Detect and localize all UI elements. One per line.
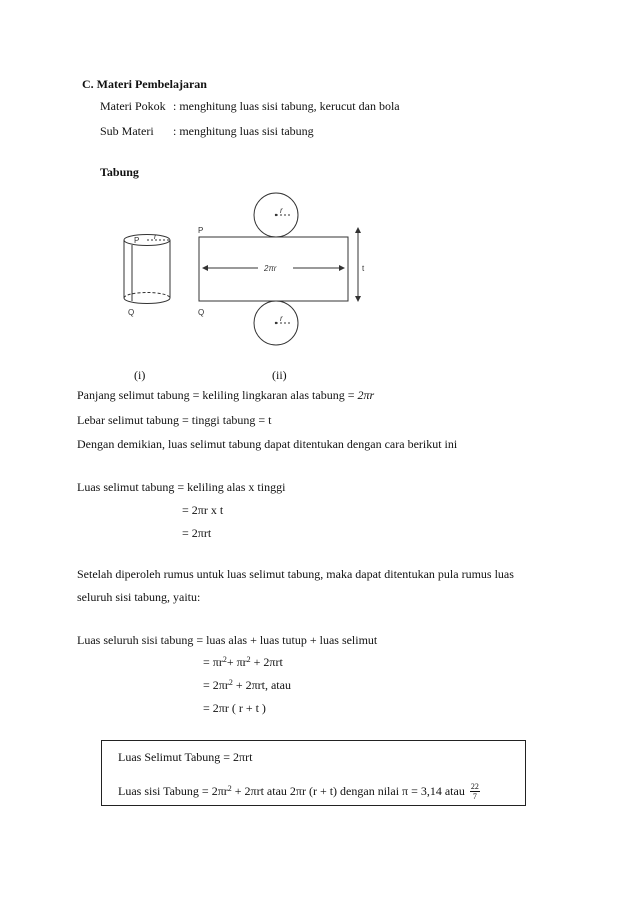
luas-seluruh-line-3	[203, 678, 291, 692]
caption-i: (i)	[134, 368, 146, 382]
height-arrowhead-top	[355, 227, 361, 233]
sup-2: 2	[227, 784, 232, 793]
lt3-a: = 2πr	[203, 678, 229, 692]
summary-line-2	[118, 782, 480, 801]
label-p-cylinder: P	[134, 236, 140, 245]
paragraph-line-1: Setelah diperoleh rumus untuk luas selimut tabung, maka dapat ditentukan pula rumus luas	[77, 567, 514, 581]
topic-title: Tabung	[100, 165, 139, 179]
lt3-b: + 2πrt, atau	[232, 678, 291, 692]
lt2-c: + 2πrt	[250, 655, 283, 669]
width-arrowhead-left	[202, 265, 208, 271]
sup-2: 2	[222, 655, 227, 664]
lebar-selimut-line: Lebar selimut tabung = tinggi tabung = t	[77, 413, 272, 427]
label-p-net: P	[198, 226, 204, 235]
sub-materi-value: : menghitung luas sisi tabung	[173, 124, 314, 138]
sup-2: 2	[246, 655, 251, 664]
height-arrowhead-bottom	[355, 296, 361, 302]
materi-pokok-value: : menghitung luas sisi tabung, kerucut dan bola	[173, 99, 400, 113]
fraction-22-7	[470, 782, 480, 801]
label-q-cylinder: Q	[128, 308, 135, 317]
luas-selimut-line-2: = 2πr x t	[182, 503, 224, 517]
luas-selimut-line-1: Luas selimut tabung = keliling alas x tinggi	[77, 480, 286, 494]
lt2-b: + πr	[226, 655, 247, 669]
section-heading: C. Materi Pembelajaran	[82, 77, 207, 91]
summary-line-1: Luas Selimut Tabung = 2πrt	[118, 750, 253, 764]
width-arrowhead-right	[339, 265, 345, 271]
materi-pokok-label: Materi Pokok	[100, 99, 166, 113]
label-r-bottom: r	[280, 314, 283, 323]
luas-seluruh-line-4: = 2πr ( r + t )	[203, 701, 266, 715]
panjang-selimut-formula: 2πr	[357, 388, 375, 402]
panjang-selimut-text: Panjang selimut tabung = keliling lingkaran alas tabung =	[77, 388, 358, 402]
lt2-a: = πr	[203, 655, 223, 669]
fraction-numerator: 22	[470, 782, 479, 791]
sup-2: 2	[228, 678, 233, 687]
luas-seluruh-line-1: Luas seluruh sisi tabung = luas alas + luas tutup + luas selimut	[77, 633, 378, 647]
label-q-net: Q	[198, 308, 205, 317]
caption-ii: (ii)	[272, 368, 287, 382]
cylinder-bottom-front	[124, 298, 170, 304]
dengan-demikian-line: Dengan demikian, luas selimut tabung dapat ditentukan dengan cara berikut ini	[77, 437, 458, 451]
luas-seluruh-line-2	[203, 655, 283, 669]
label-r-cylinder: r	[154, 232, 157, 241]
paragraph-line-2: seluruh sisi tabung, yaitu:	[77, 590, 201, 604]
luas-selimut-line-3: = 2πrt	[182, 526, 212, 540]
summary-2a: Luas sisi Tabung = 2πr	[118, 784, 228, 798]
label-r-top: r	[280, 206, 283, 215]
summary-2b: + 2πrt atau 2πr (r + t) dengan nilai π = 3,14 atau	[231, 784, 468, 798]
label-height: t	[362, 264, 365, 273]
panjang-selimut-line	[77, 388, 374, 402]
label-width: 2πr	[264, 264, 277, 273]
sub-materi-label: Sub Materi	[100, 124, 154, 138]
fraction-denominator: 7	[472, 792, 477, 801]
cylinder-bottom-back	[124, 293, 170, 299]
